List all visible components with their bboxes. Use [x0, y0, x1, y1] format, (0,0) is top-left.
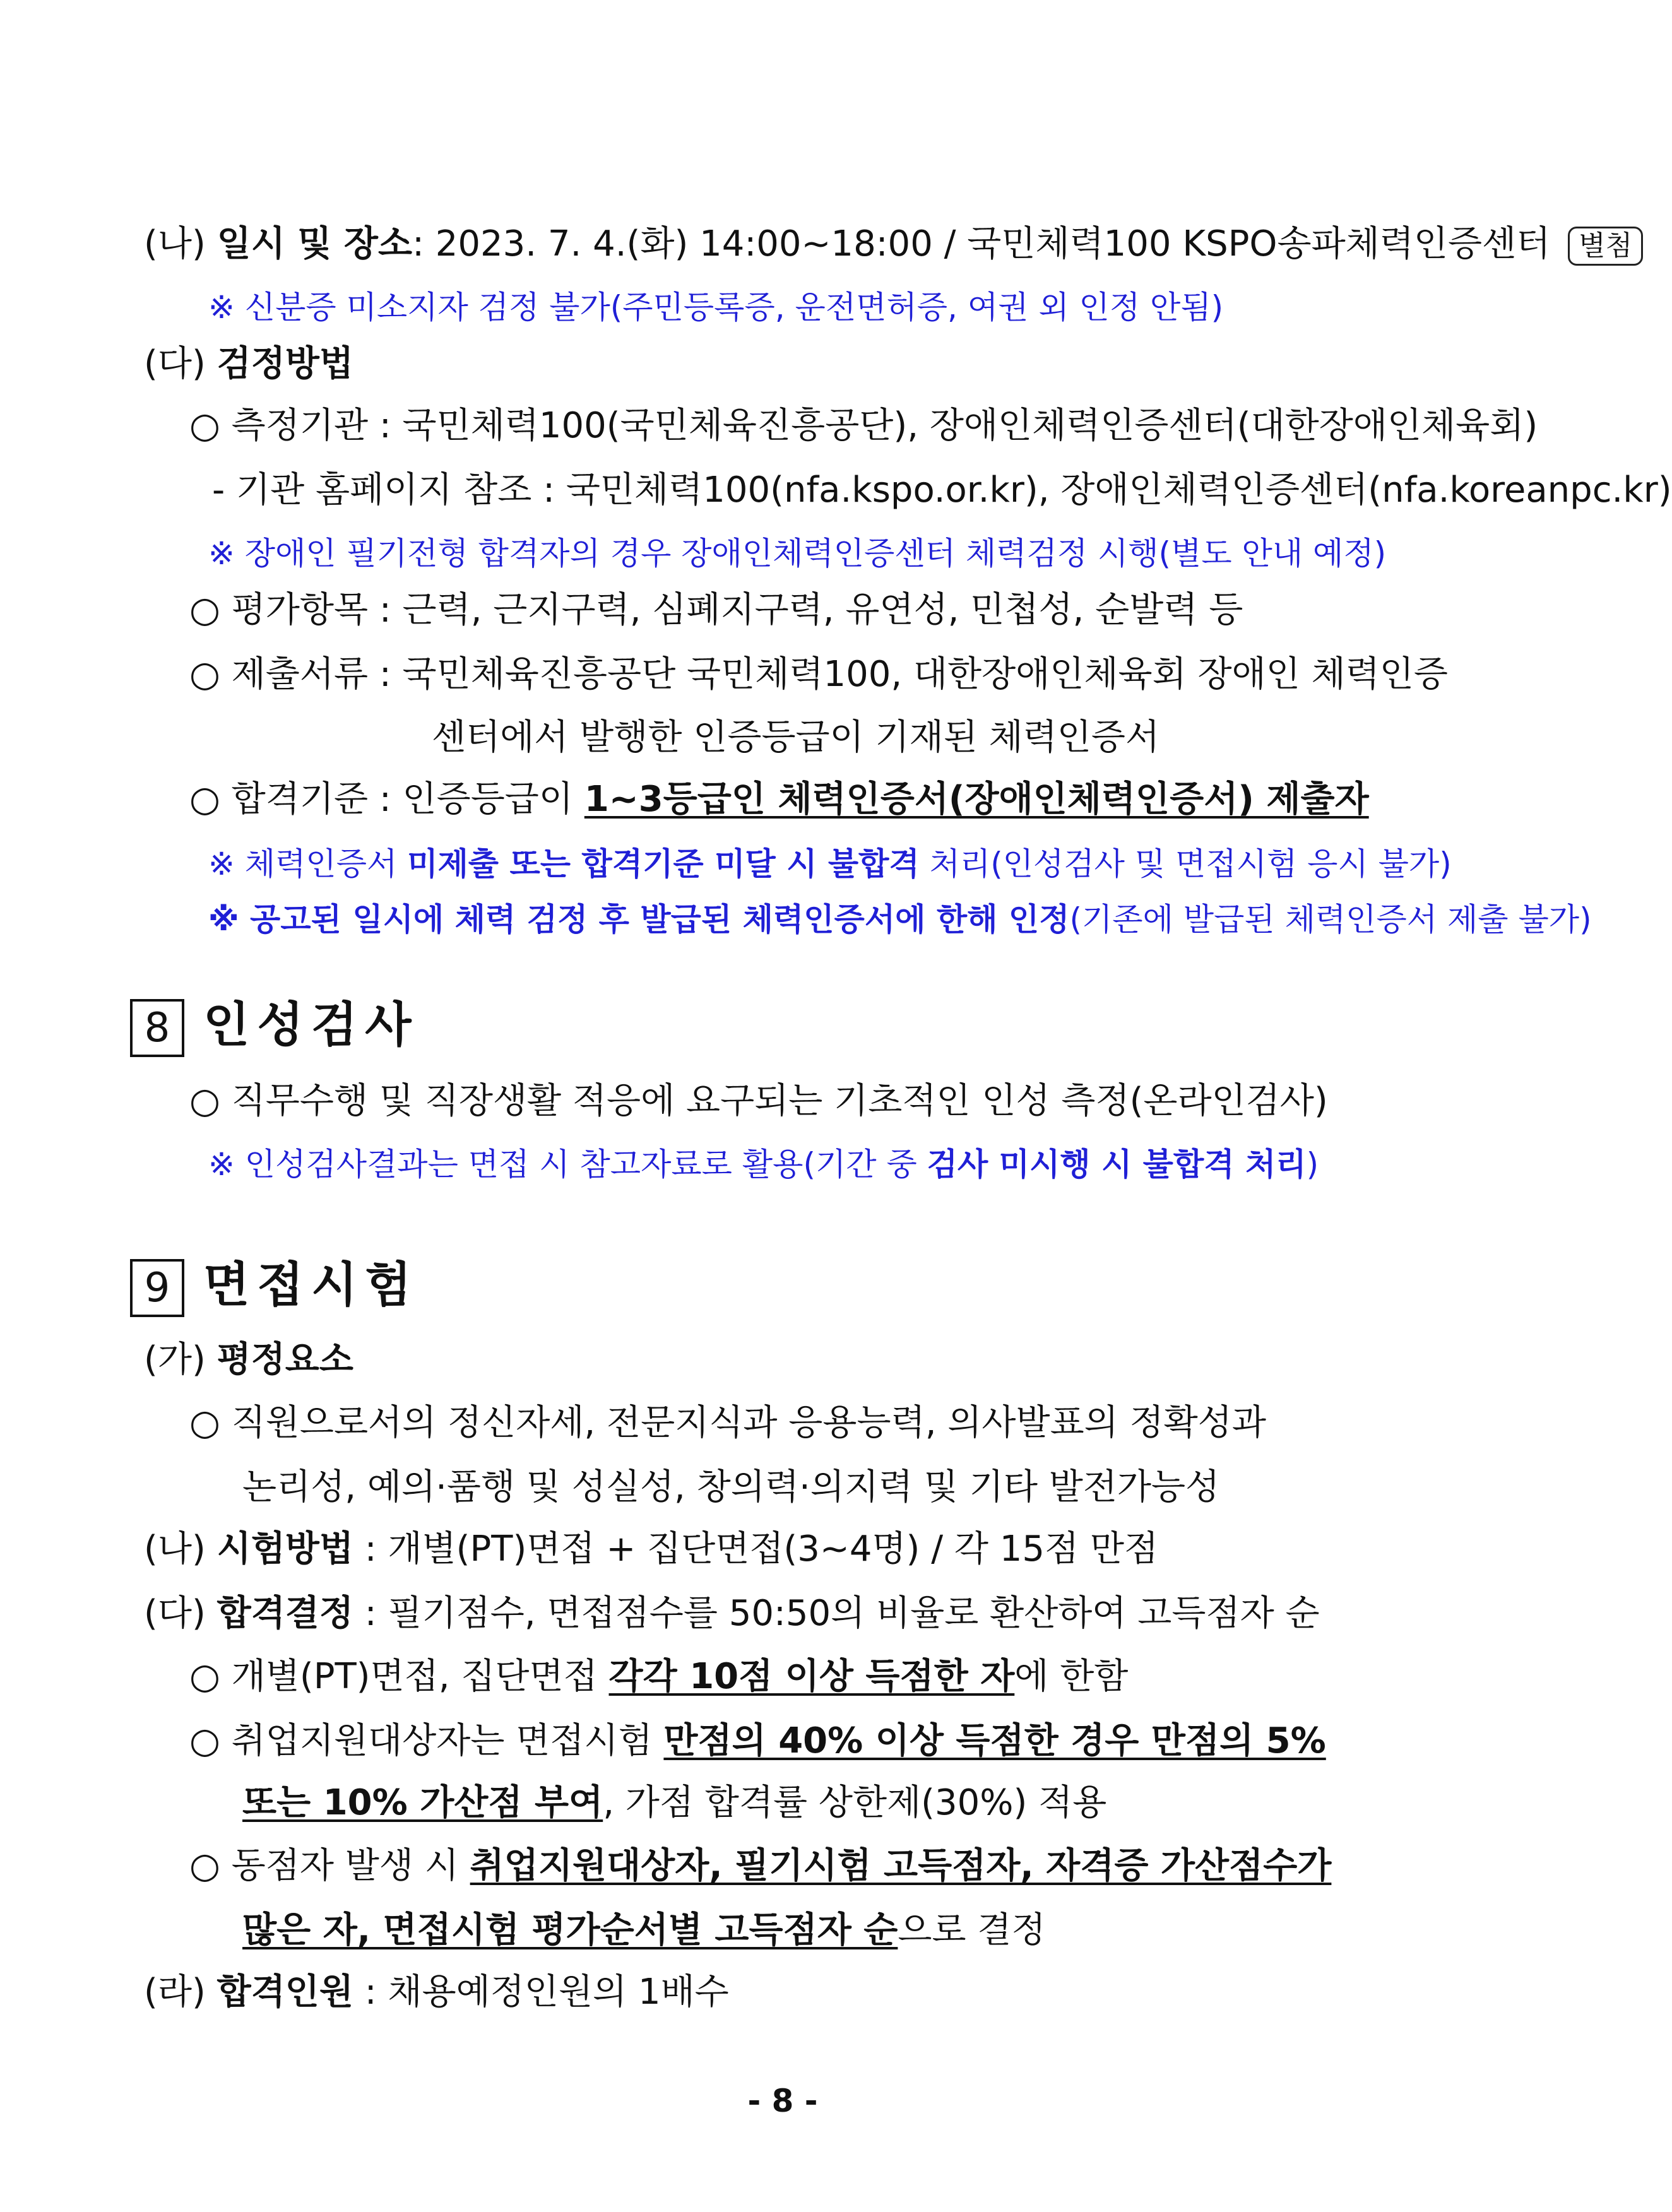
id-note: ※ 신분증 미소지자 검정 불가(주민등록증, 운전면허증, 여권 외 인정 안됨)	[208, 289, 1224, 326]
submit-docs-2: 센터에서 발행한 인증등급이 기재된 체력인증서	[432, 717, 1160, 758]
schedule-text: : 2023. 7. 4.(화) 14:00~18:00 / 국민체력100 KSPO송파체력인증센터	[412, 223, 1551, 264]
homepage-ref: - 기관 홈페이지 참조 : 국민체력100(nfa.kspo.or.kr), 장애인체력인증센터(nfa.koreanpc.kr)	[212, 470, 1672, 511]
item-prefix: (나)	[144, 223, 206, 264]
eval-factors-2: 논리성, 예의·품행 및 성실성, 창의력·의지력 및 기타 발전가능성	[242, 1467, 1220, 1508]
section-number: 8	[130, 999, 184, 1057]
submit-docs-1: ○ 제출서류 : 국민체육진흥공단 국민체력100, 대한장애인체육회 장애인 체력인증	[189, 654, 1448, 695]
decision-bullet-2-cont: 또는 10% 가산점 부여, 가점 합격률 상한제(30%) 적용	[242, 1782, 1107, 1823]
method-heading	[144, 342, 353, 386]
recognition-note: ※ 공고된 일시에 체력 검정 후 발급된 체력인증서에 한해 인정(기존에 발급된 체력인증서 제출 불가)	[208, 901, 1592, 938]
method-label: 검정방법	[216, 343, 353, 384]
section-8-title: 8 인성검사	[130, 993, 419, 1057]
page-number: - 8 -	[747, 2083, 818, 2119]
exam-method: (나) 시험방법 : 개별(PT)면접 + 집단면접(3~4명) / 각 15점 만점	[144, 1529, 1159, 1570]
decision-bullet-1: ○ 개별(PT)면접, 집단면접 각각 10점 이상 득점한 자에 한함	[189, 1656, 1129, 1697]
section-number: 9	[130, 1259, 184, 1317]
decision-bullet-3-cont: 많은 자, 면접시험 평가순서별 고득점자 순으로 결정	[242, 1910, 1046, 1951]
schedule-line	[144, 222, 1643, 266]
eval-factors-1: ○ 직원으로서의 정신자세, 전문지식과 응용능력, 의사발표의 정확성과	[189, 1402, 1266, 1443]
fail-note: ※ 체력인증서 미제출 또는 합격기준 미달 시 불합격 처리(인성검사 및 면접시험 응시 불가)	[208, 846, 1452, 882]
decision-bullet-2: ○ 취업지원대상자는 면접시험 만점의 40% 이상 득점한 경우 만점의 5%	[189, 1720, 1326, 1761]
section-9-title: 9 면접시험	[130, 1253, 419, 1317]
pass-decision: (다) 합격결정 : 필기점수, 면접점수를 50:50의 비율로 환산하여 고득점자 순	[144, 1593, 1320, 1634]
personality-note: ※ 인성검사결과는 면접 시 참고자료로 활용(기간 중 검사 미시행 시 불합격 처리)	[208, 1146, 1319, 1183]
eval-items: ○ 평가항목 : 근력, 근지구력, 심폐지구력, 유연성, 민첩성, 순발력 등	[189, 589, 1243, 630]
pass-count: (라) 합격인원 : 채용예정인원의 1배수	[144, 1972, 729, 2013]
pass-criteria: ○ 합격기준 : 인증등급이 1~3등급인 체력인증서(장애인체력인증서) 제출자	[189, 779, 1369, 820]
disabled-note: ※ 장애인 필기전형 합격자의 경우 장애인체력인증센터 체력검정 시행(별도 안내 예정)	[208, 535, 1387, 572]
eval-factors-heading: (가) 평정요소	[144, 1339, 353, 1380]
item-prefix: (다)	[144, 343, 206, 384]
attachment-tag: 별첨	[1568, 227, 1643, 266]
schedule-label: 일시 및 장소	[216, 223, 413, 264]
personality-desc: ○ 직무수행 및 직장생활 적응에 요구되는 기초적인 인성 측정(온라인검사)	[189, 1080, 1328, 1121]
measure-org: ○ 측정기관 : 국민체력100(국민체육진흥공단), 장애인체력인증센터(대한장애인체육회)	[189, 405, 1538, 446]
decision-bullet-3: ○ 동점자 발생 시 취업지원대상자, 필기시험 고득점자, 자격증 가산점수가	[189, 1845, 1332, 1886]
pass-criteria-bold: 1~3등급인 체력인증서(장애인체력인증서) 제출자	[584, 779, 1369, 820]
